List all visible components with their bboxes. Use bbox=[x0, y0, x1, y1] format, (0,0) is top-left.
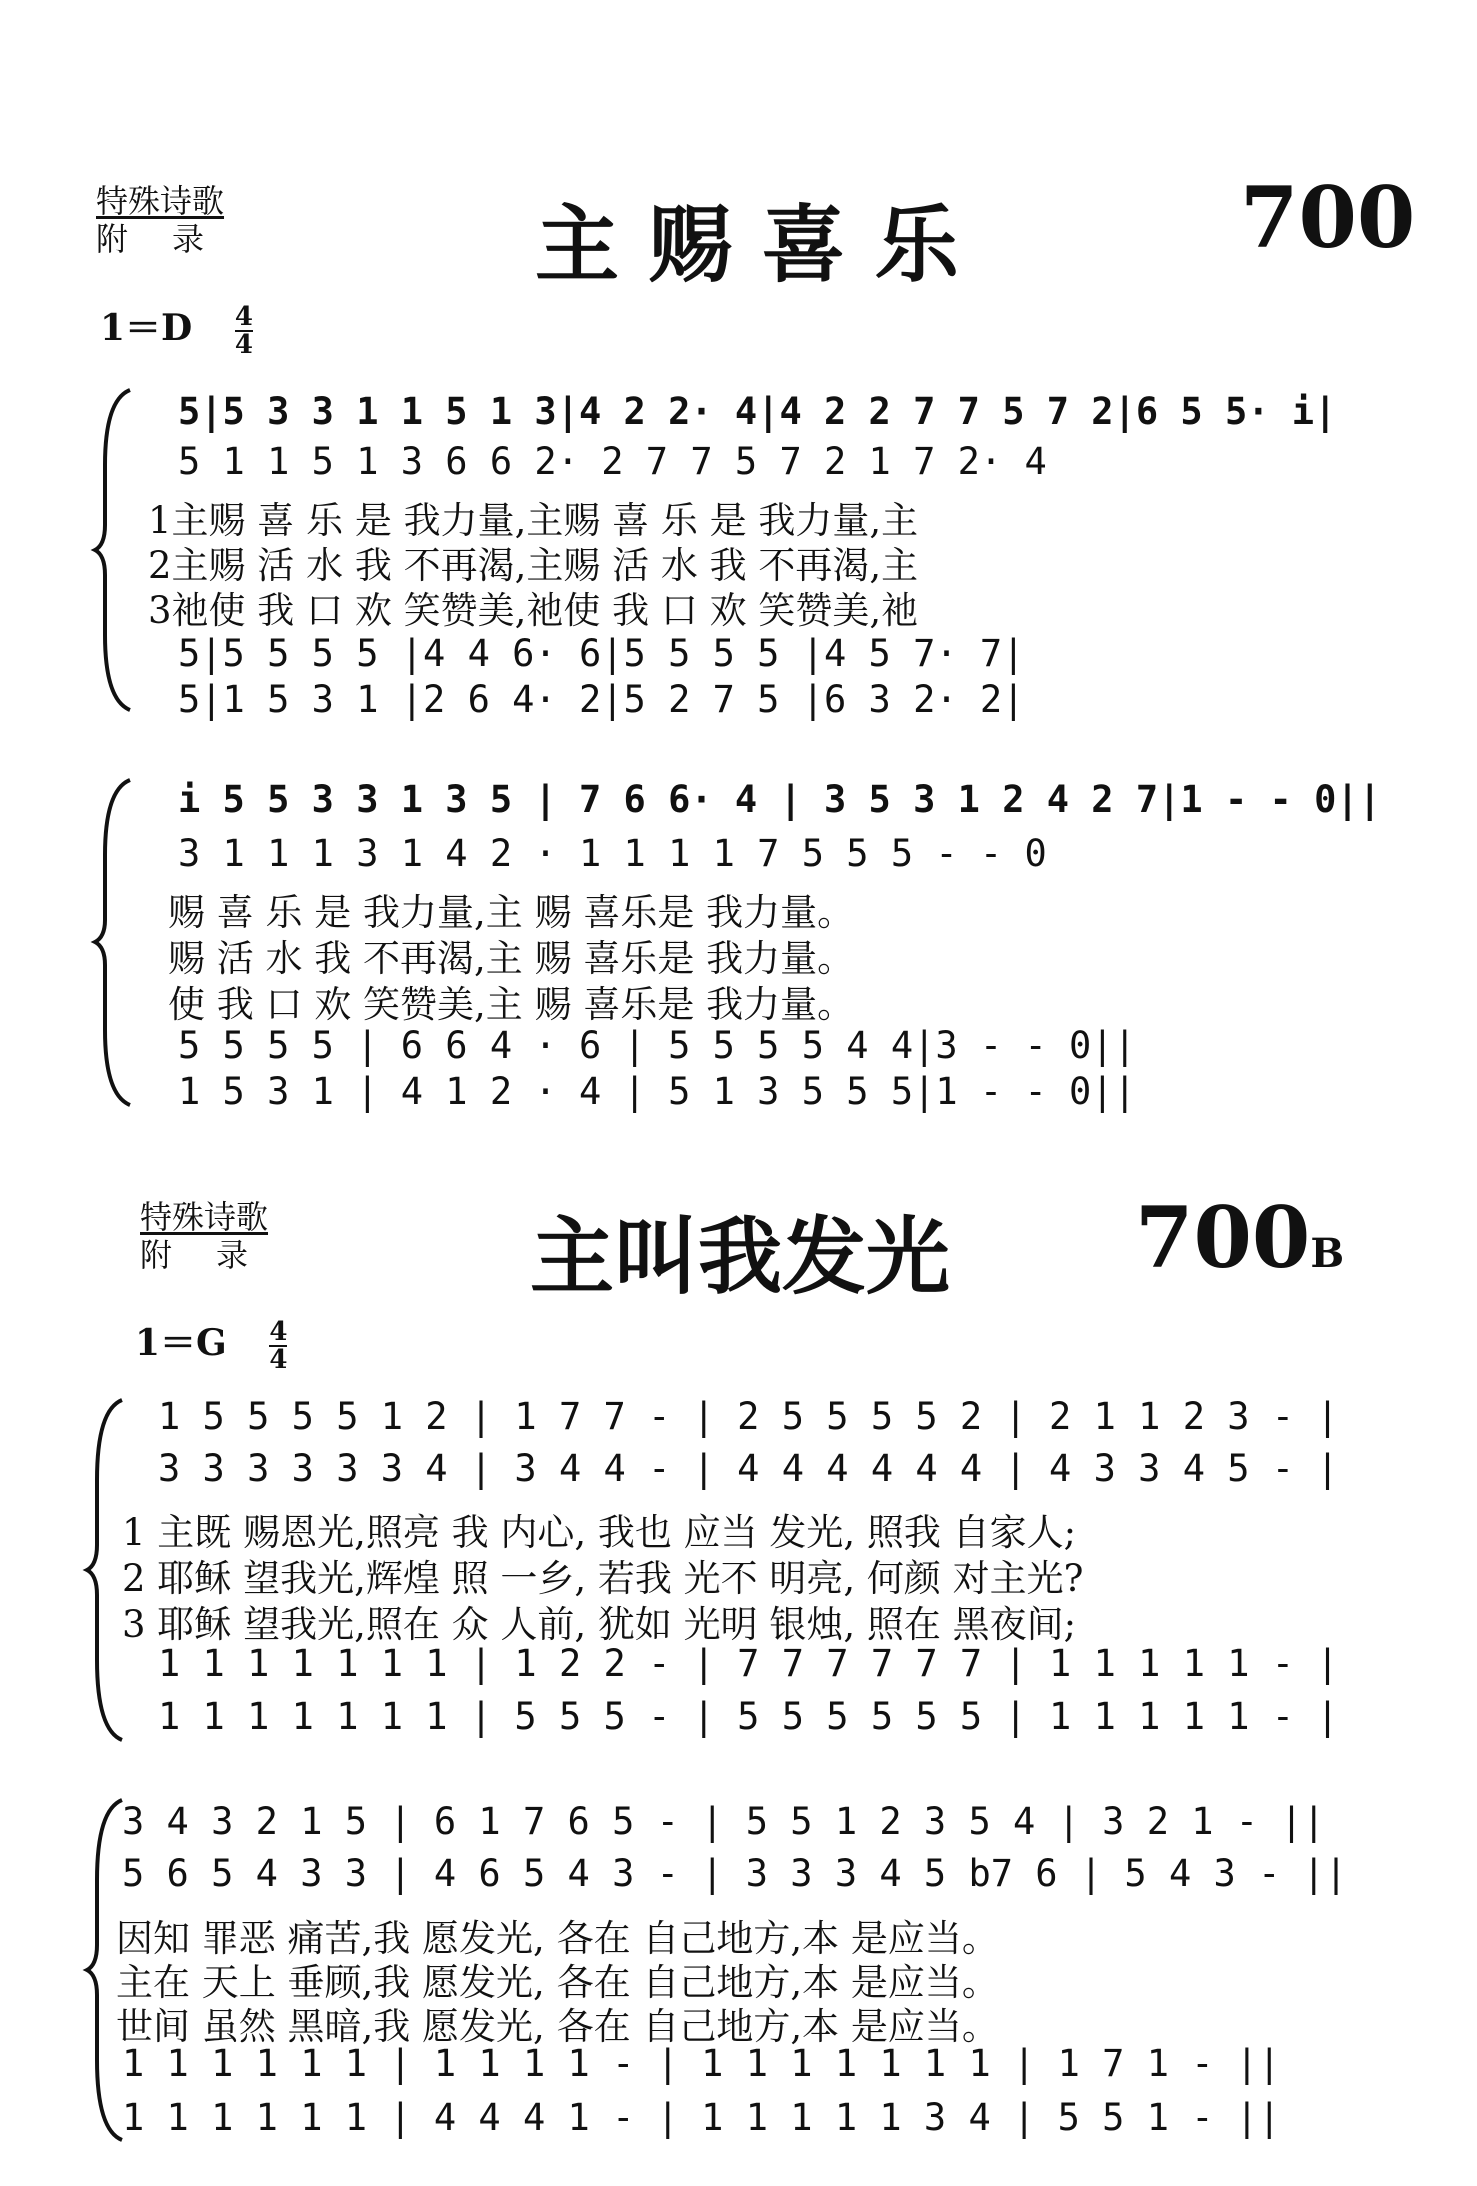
song2-time-bottom: 4 bbox=[269, 1345, 288, 1375]
song2-system1-alto: 3 3 3 3 3 3 4 | 3 4 4 - | 4 4 4 4 4 4 | 4 3 3 4 5 - | bbox=[158, 1447, 1339, 1490]
song2-time-signature bbox=[269, 1319, 287, 1373]
song1-key bbox=[100, 300, 253, 358]
song2-system2-verse2: 主在 天上 垂顾,我 愿发光, 各在 自己地方,本 是应当。 bbox=[116, 1961, 999, 2004]
song1-system1-soprano: 5|5 3 3 1 1 5 1 3|4 2 2· 4|4 2 2 7 7 5 7 2|6 5 5· i| bbox=[178, 390, 1337, 433]
song2-category-line1: 特殊诗歌 bbox=[140, 1198, 269, 1236]
song2-system2-soprano: 3 4 3 2 1 5 | 6 1 7 6 5 - | 5 5 1 2 3 5 4 | 3 2 1 - || bbox=[122, 1800, 1325, 1843]
song1-key-signature: 1＝D bbox=[100, 307, 193, 349]
song1-time-signature bbox=[235, 304, 253, 358]
song2-key bbox=[135, 1315, 287, 1373]
song2-system1-verse3: 3 耶稣 望我光,照在 众 人前, 犹如 光明 银烛, 照在 黑夜间; bbox=[122, 1603, 1077, 1646]
song1-time-bottom: 4 bbox=[234, 330, 253, 360]
song1-system1-verse3: 3祂使 我 口 欢 笑赞美,祂使 我 口 欢 笑赞美,祂 bbox=[148, 589, 919, 632]
song1-system1-alto: 5 1 1 5 1 3 6 6 2· 2 7 7 5 7 2 1 7 2· 4 bbox=[178, 440, 1047, 483]
song2-category bbox=[140, 1198, 292, 1274]
song2-system1-verse2: 2 耶稣 望我光,辉煌 照 一乡, 若我 光不 明亮, 何颜 对主光? bbox=[122, 1557, 1084, 1600]
song2-system1-verse1: 1 主既 赐恩光,照亮 我 内心, 我也 应当 发光, 照我 自家人; bbox=[122, 1511, 1077, 1554]
song2-system1-bass: 1 1 1 1 1 1 1 | 5 5 5 - | 5 5 5 5 5 5 | 1 1 1 1 1 - | bbox=[158, 1695, 1339, 1738]
song1-system2-bass: 1 5 3 1 | 4 1 2 · 4 | 5 1 3 5 5 5|1 - - 0|| bbox=[178, 1070, 1136, 1113]
song2-system2-alto: 5 6 5 4 3 3 | 4 6 5 4 3 - | 3 3 3 4 5 b7 6 | 5 4 3 - || bbox=[122, 1852, 1348, 1895]
song2-title: 主叫我发光 bbox=[530, 1208, 951, 1306]
song1-system2-verse3: 使 我 口 欢 笑赞美,主 赐 喜乐是 我力量。 bbox=[168, 983, 855, 1026]
song2-category-line2: 附录 bbox=[140, 1236, 293, 1274]
song1-system2-alto: 3 1 1 1 3 1 4 2 · 1 1 1 1 7 5 5 5 - - 0 bbox=[178, 832, 1047, 875]
song1-system1-bass: 5|1 5 3 1 |2 6 4· 2|5 2 7 5 |6 3 2· 2| bbox=[178, 678, 1025, 721]
song1-system1-tenor: 5|5 5 5 5 |4 4 6· 6|5 5 5 5 |4 5 7· 7| bbox=[178, 632, 1025, 675]
song2-system2-bass: 1 1 1 1 1 1 | 4 4 4 1 - | 1 1 1 1 1 3 4 | 5 5 1 - || bbox=[122, 2096, 1281, 2139]
song1-category bbox=[96, 182, 248, 258]
song1-system2-verse2: 赐 活 水 我 不再渴,主 赐 喜乐是 我力量。 bbox=[168, 937, 855, 980]
song2-system2-tenor: 1 1 1 1 1 1 | 1 1 1 1 - | 1 1 1 1 1 1 1 | 1 7 1 - || bbox=[122, 2042, 1281, 2085]
song1-system2-tenor: 5 5 5 5 | 6 6 4 · 6 | 5 5 5 5 4 4|3 - - 0|| bbox=[178, 1024, 1136, 1067]
song2-number-value: 700 bbox=[1135, 1188, 1311, 1287]
song1-time-top: 4 bbox=[234, 302, 253, 332]
song1-number bbox=[1240, 168, 1415, 267]
song1-system1-verse2: 2主赐 活 水 我 不再渴,主赐 活 水 我 不再渴,主 bbox=[148, 544, 919, 587]
song1-title: 主 赐 喜 乐 bbox=[535, 196, 959, 294]
song1-system2-brace bbox=[90, 775, 140, 1110]
song1-system2-verse1: 赐 喜 乐 是 我力量,主 赐 喜乐是 我力量。 bbox=[168, 891, 855, 934]
song2-key-signature: 1＝G bbox=[135, 1322, 227, 1364]
song1-category-line2: 附录 bbox=[96, 220, 249, 258]
song2-time-top: 4 bbox=[269, 1317, 288, 1347]
song2-number-suffix: B bbox=[1310, 1230, 1345, 1277]
song2-system2-verse1: 因知 罪恶 痛苦,我 愿发光, 各在 自己地方,本 是应当。 bbox=[116, 1917, 999, 1960]
song2-system2-verse3: 世间 虽然 黑暗,我 愿发光, 各在 自己地方,本 是应当。 bbox=[116, 2005, 999, 2048]
song1-system1-verse1: 1主赐 喜 乐 是 我力量,主赐 喜 乐 是 我力量,主 bbox=[148, 499, 919, 542]
song2-number bbox=[1135, 1188, 1344, 1287]
song1-number-value: 700 bbox=[1240, 168, 1416, 267]
song1-category-line1: 特殊诗歌 bbox=[96, 182, 225, 220]
song2-system1-tenor: 1 1 1 1 1 1 1 | 1 2 2 - | 7 7 7 7 7 7 | 1 1 1 1 1 - | bbox=[158, 1642, 1339, 1685]
song2-system1-soprano: 1 5 5 5 5 1 2 | 1 7 7 - | 2 5 5 5 5 2 | 2 1 1 2 3 - | bbox=[158, 1395, 1339, 1438]
song1-system2-soprano: i 5 5 3 3 1 3 5 | 7 6 6· 4 | 3 5 3 1 2 4 2 7|1 - - 0|| bbox=[178, 778, 1381, 821]
song1-system1-brace bbox=[90, 385, 140, 715]
